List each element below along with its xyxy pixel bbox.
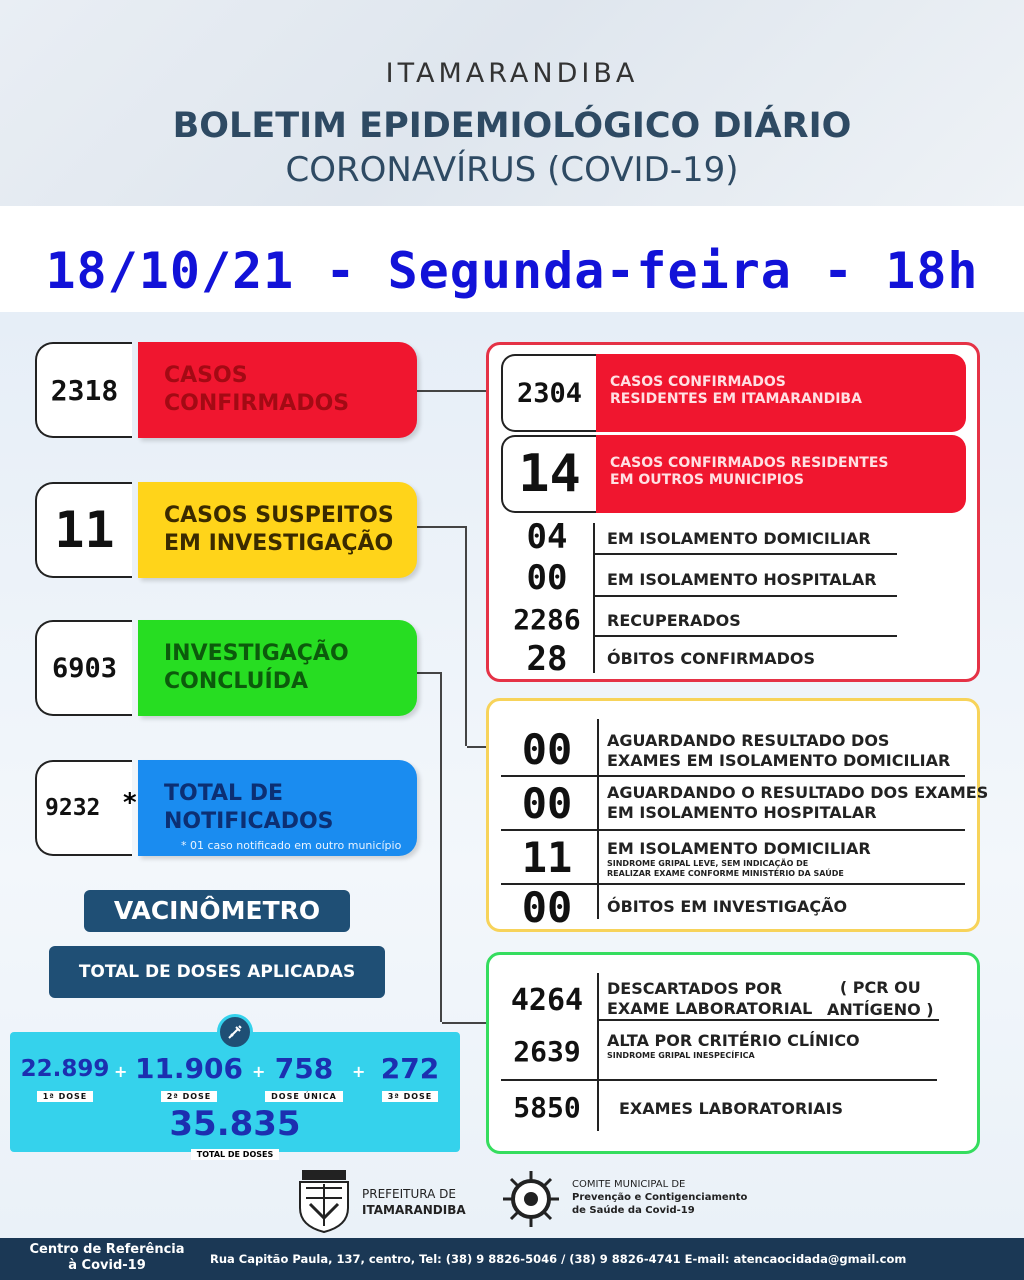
reference-line2: à Covid-19 xyxy=(68,1258,146,1273)
discarded-extra xyxy=(827,977,934,1021)
clinical-discharge-row xyxy=(497,1029,917,1079)
dose-total-value: 35.835 xyxy=(169,1104,301,1144)
reference-center xyxy=(12,1242,202,1274)
confirmed-label xyxy=(138,342,417,438)
dose-unica xyxy=(264,1054,344,1103)
resident-cases-label xyxy=(596,354,966,432)
vaccine-box xyxy=(10,1032,460,1159)
bulletin-subtitle: CORONAVÍRUS (COVID-19) xyxy=(285,150,739,190)
suspected-label-line2: EM INVESTIGAÇÃO xyxy=(164,531,394,556)
card-suspected xyxy=(35,482,417,578)
card-notified xyxy=(35,760,417,856)
virus-logo-icon xyxy=(500,1168,562,1230)
resident-cases-line1: CASOS CONFIRMADOS xyxy=(610,374,786,390)
plus-sign: + xyxy=(352,1062,366,1081)
dose-unica-label: DOSE ÚNICA xyxy=(265,1091,343,1102)
dose-2 xyxy=(124,1054,254,1103)
lab-exams-label: EXAMES LABORATORIAIS xyxy=(619,1099,844,1118)
awaiting-home-value: 00 xyxy=(521,725,573,774)
deaths-investigation-value: 00 xyxy=(521,883,573,932)
red-panel xyxy=(486,342,980,682)
yellow-panel xyxy=(486,698,989,932)
divider xyxy=(501,1079,937,1081)
home-isolation-value: 04 xyxy=(526,517,568,557)
reference-line1: Centro de Referência xyxy=(29,1242,185,1257)
other-city-cases-line2: EM OUTROS MUNICIPIOS xyxy=(610,472,804,488)
dose-2-label: 2ª DOSE xyxy=(161,1091,218,1102)
dose-total-label: TOTAL DE DOSES xyxy=(191,1149,280,1160)
suspected-value: 11 xyxy=(35,482,132,578)
resident-cases-box xyxy=(501,354,961,432)
isolation-mild-note xyxy=(607,859,844,879)
deaths-investigation-row xyxy=(497,883,917,932)
notified-star: * xyxy=(123,788,137,818)
connector-line xyxy=(417,672,442,1022)
footer-address: Rua Capitão Paula, 137, centro, Tel: (38) 9 8826-5046 / (38) 9 8826-4741 E-mail: atencaocidada@gmail.com xyxy=(210,1252,907,1266)
awaiting-hospital-row xyxy=(497,779,989,829)
resident-cases-value: 2304 xyxy=(501,354,596,432)
header xyxy=(0,0,1024,206)
confirmed-value: 2318 xyxy=(35,342,132,438)
discarded-extra1: ( PCR OU xyxy=(839,978,921,997)
prefeitura-name xyxy=(362,1186,466,1218)
comite-name xyxy=(572,1178,747,1217)
notified-value: 9232 xyxy=(35,760,132,856)
logos-area xyxy=(0,1160,1024,1238)
lab-exams-row xyxy=(497,1087,917,1131)
divider xyxy=(593,635,897,637)
home-isolation-row xyxy=(497,517,917,557)
hospital-isolation-row xyxy=(497,558,917,598)
clinical-discharge-label: ALTA POR CRITÉRIO CLÍNICO xyxy=(607,1031,860,1050)
notified-label-line2: NOTIFICADOS xyxy=(164,809,334,834)
footer xyxy=(0,1238,1024,1280)
suspected-label-line1: CASOS SUSPEITOS xyxy=(164,503,394,528)
discarded-extra2: ANTÍGENO ) xyxy=(827,1000,934,1019)
awaiting-home-row xyxy=(497,725,951,775)
dose-1-value: 22.899 xyxy=(20,1056,110,1082)
comite-line1: COMITE MUNICIPAL DE xyxy=(572,1179,686,1190)
date-band xyxy=(0,206,1024,312)
divider xyxy=(593,595,897,597)
dose-total xyxy=(10,1106,460,1161)
clinical-discharge-note: SINDROME GRIPAL INESPECÍFICA xyxy=(607,1051,755,1060)
notified-label-line1: TOTAL DE xyxy=(164,781,284,806)
dose-1 xyxy=(12,1054,118,1103)
concluded-label-line1: INVESTIGAÇÃO xyxy=(164,641,349,666)
awaiting-home-line2: EXAMES EM ISOLAMENTO DOMICILIAR xyxy=(607,751,951,770)
discarded-line1: DESCARTADOS POR xyxy=(607,979,783,998)
awaiting-hospital-line2: EM ISOLAMENTO HOSPITALAR xyxy=(607,803,877,822)
discarded-value: 4264 xyxy=(510,983,584,1018)
hospital-isolation-value: 00 xyxy=(526,558,568,598)
isolation-mild-value: 11 xyxy=(521,833,573,882)
awaiting-home-line1: AGUARDANDO RESULTADO DOS xyxy=(607,731,890,750)
dose-1-label: 1ª DOSE xyxy=(37,1091,94,1102)
comite-line2: Prevenção e Contigenciamento xyxy=(572,1192,748,1203)
deaths-label: ÓBITOS CONFIRMADOS xyxy=(607,649,816,668)
isolation-mild-label: EM ISOLAMENTO DOMICILIAR xyxy=(607,839,871,858)
divider xyxy=(501,775,965,777)
dose-3 xyxy=(370,1054,450,1103)
concluded-label-line2: CONCLUÍDA xyxy=(164,669,308,694)
awaiting-hospital-line1: AGUARDANDO O RESULTADO DOS EXAMES xyxy=(607,783,989,802)
card-confirmed xyxy=(35,342,417,438)
other-city-cases-value: 14 xyxy=(501,435,596,513)
comite-line3: de Saúde da Covid-19 xyxy=(572,1205,695,1216)
connector-line xyxy=(442,1022,488,1024)
other-city-cases-line1: CASOS CONFIRMADOS RESIDENTES xyxy=(610,455,889,471)
dose-unica-value: 758 xyxy=(274,1052,334,1085)
card-concluded xyxy=(35,620,417,716)
dose-3-value: 272 xyxy=(380,1052,440,1085)
isolation-mild-note1: SINDROME GRIPAL LEVE, SEM INDICAÇÃO DE xyxy=(607,859,809,868)
hospital-isolation-label: EM ISOLAMENTO HOSPITALAR xyxy=(607,570,877,589)
vacinometro-title: VACINÔMETRO xyxy=(84,890,350,932)
notified-note: * 01 caso notificado em outro município xyxy=(181,839,402,852)
discarded-line2: EXAME LABORATORIAL xyxy=(607,999,813,1018)
isolation-mild-row xyxy=(497,833,917,883)
plus-sign: + xyxy=(252,1062,266,1081)
city-coat-of-arms-icon xyxy=(296,1168,352,1234)
plus-sign: + xyxy=(114,1062,128,1081)
confirmed-label-line2: CONFIRMADOS xyxy=(164,391,350,416)
other-city-cases-label xyxy=(596,435,966,513)
recovered-row xyxy=(497,599,917,639)
divider xyxy=(501,829,965,831)
prefeitura-line1: PREFEITURA DE xyxy=(362,1187,456,1201)
home-isolation-label: EM ISOLAMENTO DOMICILIAR xyxy=(607,529,871,548)
recovered-value: 2286 xyxy=(513,603,581,636)
confirmed-label-line1: CASOS xyxy=(164,363,248,388)
main-area xyxy=(0,312,1024,1238)
prefeitura-line2: ITAMARANDIBA xyxy=(362,1203,466,1217)
concluded-value: 6903 xyxy=(35,620,132,716)
resident-cases-line2: RESIDENTES EM ITAMARANDIBA xyxy=(610,391,862,407)
awaiting-hospital-value: 00 xyxy=(521,779,573,828)
deaths-value: 28 xyxy=(526,639,568,679)
recovered-label: RECUPERADOS xyxy=(607,611,741,630)
awaiting-home-label xyxy=(607,731,950,771)
deaths-investigation-label: ÓBITOS EM INVESTIGAÇÃO xyxy=(607,897,848,916)
green-panel xyxy=(486,952,980,1154)
awaiting-hospital-label xyxy=(607,783,988,823)
deaths-row xyxy=(497,639,917,679)
concluded-label xyxy=(138,620,417,716)
dose-2-value: 11.906 xyxy=(134,1052,244,1085)
doses-label: TOTAL DE DOSES APLICADAS xyxy=(49,946,385,998)
bulletin-title: BOLETIM EPIDEMIOLÓGICO DIÁRIO xyxy=(172,106,852,146)
lab-exams-value: 5850 xyxy=(513,1091,581,1124)
divider xyxy=(599,1019,939,1021)
divider xyxy=(593,553,897,555)
connector-line xyxy=(467,746,487,748)
city-name: ITAMARANDIBA xyxy=(385,58,639,89)
discarded-label xyxy=(607,979,812,1019)
isolation-mild-note2: REALIZAR EXAME CONFORME MINISTÉRIO DA SAÚDE xyxy=(607,869,844,878)
clinical-discharge-value: 2639 xyxy=(513,1035,581,1068)
date-line: 18/10/21 - Segunda-feira - 18h xyxy=(45,242,979,300)
suspected-label xyxy=(138,482,417,578)
other-city-cases-box xyxy=(501,435,961,513)
dose-3-label: 3ª DOSE xyxy=(382,1091,439,1102)
syringe-icon xyxy=(217,1014,253,1050)
